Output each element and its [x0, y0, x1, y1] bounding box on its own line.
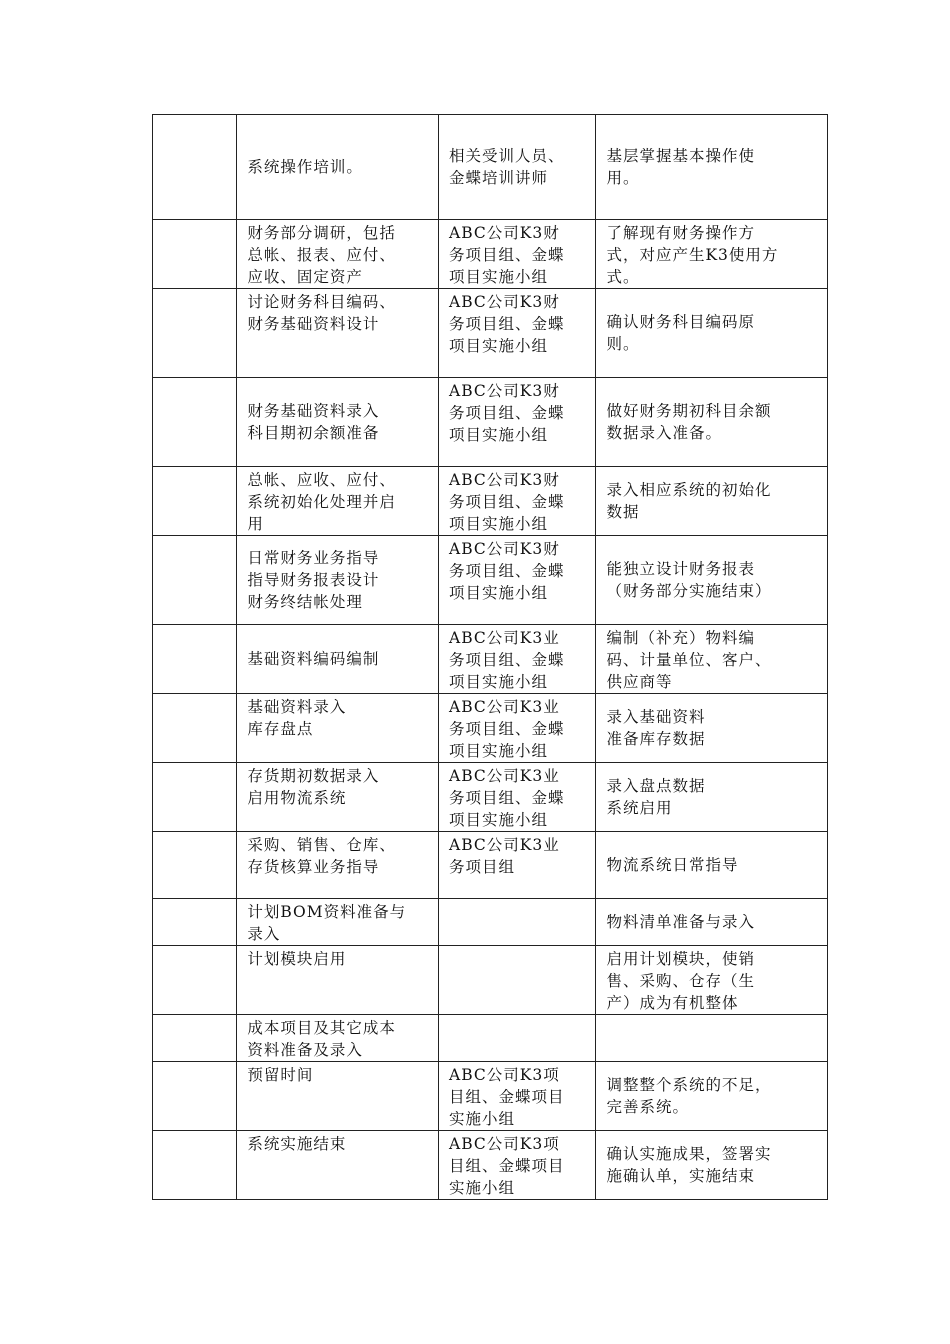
table-row: [153, 378, 828, 467]
table-row: [153, 694, 828, 763]
table-row: [153, 625, 828, 694]
table-row: [153, 1015, 828, 1062]
task-cell: 计划BOM资料准备与 录入: [237, 899, 439, 946]
responsible-cell: ABC公司K3项 目组、金蝶项目 实施小组: [439, 1131, 596, 1200]
step-cell: [153, 115, 237, 220]
table-row: [153, 1131, 828, 1200]
table-row: [153, 946, 828, 1015]
table-row: [153, 220, 828, 289]
task-cell: 财务基础资料录入 科目期初余额准备: [237, 378, 439, 467]
responsible-cell: [439, 899, 596, 946]
responsible-cell: ABC公司K3财 务项目组、金蝶 项目实施小组: [439, 378, 596, 467]
responsible-cell: ABC公司K3财 务项目组、金蝶 项目实施小组: [439, 220, 596, 289]
goal-cell: 做好财务期初科目余额 数据录入准备。: [596, 378, 828, 467]
table-row: [153, 1062, 828, 1131]
goal-cell: 物流系统日常指导: [596, 832, 828, 899]
goal-cell: 启用计划模块，使销 售、采购、仓存（生 产）成为有机整体: [596, 946, 828, 1015]
step-cell: [153, 946, 237, 1015]
goal-cell: 调整整个系统的不足， 完善系统。: [596, 1062, 828, 1131]
responsible-cell: ABC公司K3项 目组、金蝶项目 实施小组: [439, 1062, 596, 1131]
step-cell: [153, 536, 237, 625]
step-cell: [153, 1131, 237, 1200]
task-cell: 基础资料录入 库存盘点: [237, 694, 439, 763]
responsible-cell: ABC公司K3财 务项目组、金蝶 项目实施小组: [439, 467, 596, 536]
goal-cell: [596, 1015, 828, 1062]
task-cell: 总帐、应收、应付、 系统初始化处理并启 用: [237, 467, 439, 536]
step-cell: [153, 763, 237, 832]
step-cell: [153, 694, 237, 763]
responsible-cell: ABC公司K3业 务项目组、金蝶 项目实施小组: [439, 763, 596, 832]
goal-cell: 基层掌握基本操作使 用。: [596, 115, 828, 220]
goal-cell: 确认财务科目编码原 则。: [596, 289, 828, 378]
responsible-cell: 相关受训人员、 金蝶培训讲师: [439, 115, 596, 220]
step-cell: [153, 1015, 237, 1062]
responsible-cell: ABC公司K3业 务项目组、金蝶 项目实施小组: [439, 625, 596, 694]
goal-cell: 了解现有财务操作方 式，对应产生K3使用方 式。: [596, 220, 828, 289]
responsible-cell: ABC公司K3财 务项目组、金蝶 项目实施小组: [439, 536, 596, 625]
responsible-cell: ABC公司K3财 务项目组、金蝶 项目实施小组: [439, 289, 596, 378]
table-row: [153, 289, 828, 378]
step-cell: [153, 378, 237, 467]
table-row: [153, 899, 828, 946]
responsible-cell: [439, 946, 596, 1015]
goal-cell: 确认实施成果，签署实 施确认单，实施结束: [596, 1131, 828, 1200]
step-cell: [153, 289, 237, 378]
step-cell: [153, 467, 237, 536]
goal-cell: 能独立设计财务报表 （财务部分实施结束）: [596, 536, 828, 625]
table-row: [153, 536, 828, 625]
task-cell: 基础资料编码编制: [237, 625, 439, 694]
task-cell: 系统实施结束: [237, 1131, 439, 1200]
task-cell: 存货期初数据录入 启用物流系统: [237, 763, 439, 832]
task-cell: 系统操作培训。: [237, 115, 439, 220]
responsible-cell: ABC公司K3业 务项目组、金蝶 项目实施小组: [439, 694, 596, 763]
goal-cell: 录入盘点数据 系统启用: [596, 763, 828, 832]
responsible-cell: ABC公司K3业 务项目组: [439, 832, 596, 899]
table-row: [153, 832, 828, 899]
goal-cell: 编制（补充）物料编 码、计量单位、客户、 供应商等: [596, 625, 828, 694]
step-cell: [153, 625, 237, 694]
task-cell: 财务部分调研，包括 总帐、报表、应付、 应收、固定资产: [237, 220, 439, 289]
task-cell: 采购、销售、仓库、 存货核算业务指导: [237, 832, 439, 899]
table-row: [153, 763, 828, 832]
table-row: [153, 467, 828, 536]
step-cell: [153, 1062, 237, 1131]
responsible-cell: [439, 1015, 596, 1062]
step-cell: [153, 220, 237, 289]
task-cell: 预留时间: [237, 1062, 439, 1131]
task-cell: 日常财务业务指导 指导财务报表设计 财务终结帐处理: [237, 536, 439, 625]
implementation-plan-table: [152, 114, 828, 1200]
task-cell: 计划模块启用: [237, 946, 439, 1015]
task-cell: 讨论财务科目编码、 财务基础资料设计: [237, 289, 439, 378]
step-cell: [153, 899, 237, 946]
goal-cell: 录入相应系统的初始化 数据: [596, 467, 828, 536]
goal-cell: 物料清单准备与录入: [596, 899, 828, 946]
goal-cell: 录入基础资料 准备库存数据: [596, 694, 828, 763]
step-cell: [153, 832, 237, 899]
task-cell: 成本项目及其它成本 资料准备及录入: [237, 1015, 439, 1062]
table-row: [153, 115, 828, 220]
